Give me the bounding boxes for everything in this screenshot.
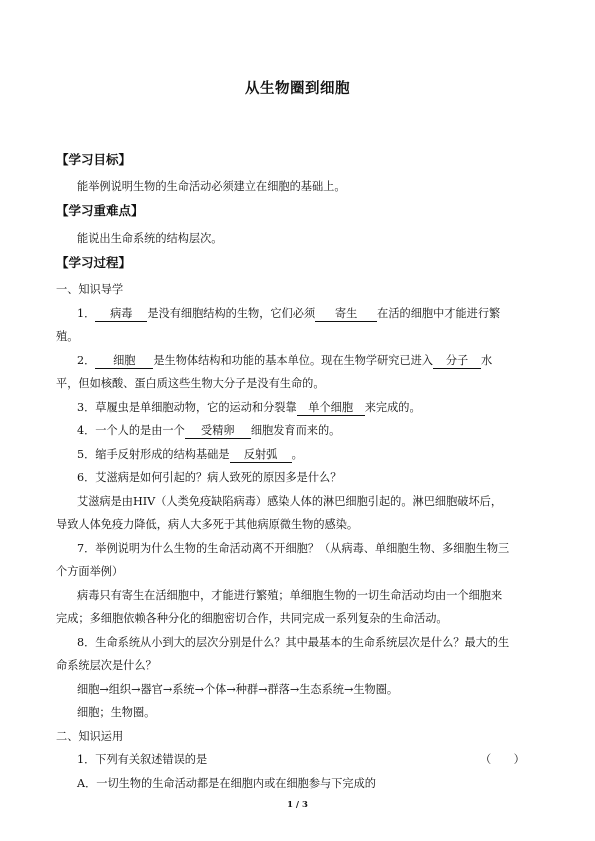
- q4-line: 4．一个人的是由一个 受精卵 细胞发育而来的。: [77, 424, 341, 437]
- q6-answer-line-2: 导致人体免疫力降低，病人大多死于其他病原微生物的感染。: [56, 518, 359, 531]
- q7-answer-line-2: 完成；多细胞依赖各种分化的细胞密切合作，共同完成一系列复杂的生命活动。: [56, 612, 448, 625]
- part2-heading: 二、知识运用: [56, 730, 124, 743]
- q1-answer-blank-2: 寄生: [315, 305, 377, 322]
- q2-continuation: 平，但如核酸、蛋白质这些生物大分子是没有生命的。: [56, 377, 325, 390]
- q7-answer-line-1: 病毒只有寄生在活细胞中，才能进行繁殖；单细胞生物的一切生命活动均由一个细胞来: [77, 589, 503, 602]
- objectives-heading: 【学习目标】: [56, 152, 132, 167]
- q6-answer-line-1: 艾滋病是由HIV（人类免疫缺陷病毒）感染人体的淋巴细胞引起的。淋巴细胞破坏后，: [77, 495, 503, 508]
- option-a: A．一切生物的生命活动都是在细胞内或在细胞参与下完成的: [77, 777, 376, 790]
- q2-answer-blank: 细胞: [95, 352, 153, 369]
- key-points-heading: 【学习重难点】: [56, 203, 144, 218]
- q7-question-line-1: 7．举例说明为什么生物的生命活动离不开细胞？（从病毒、单细胞生物、多细胞生物三: [77, 542, 510, 555]
- q2-line: 2． 细胞 是生物体结构和功能的基本单位。现在生物学研究已进入 分子 水: [77, 354, 493, 367]
- page-number: 1 / 3: [287, 800, 308, 810]
- q3-line: 3．草履虫是单细胞动物，它的运动和分裂靠 单个细胞 来完成的。: [77, 401, 421, 414]
- q2-answer-blank-2: 分子: [433, 352, 481, 369]
- q8-answer-line-2: 细胞；生物圈。: [77, 706, 156, 719]
- q1-answer-blank: 病毒: [95, 305, 147, 322]
- q5-line: 5．缩手反射形成的结构基础是 反射弧 。: [77, 448, 303, 461]
- q5-answer-blank: 反射弧: [230, 446, 292, 463]
- q3-answer-blank: 单个细胞: [297, 399, 365, 416]
- exercise-q1: 1．下列有关叙述错误的是: [77, 753, 208, 766]
- part1-heading: 一、知识导学: [56, 283, 124, 296]
- q1-line: 1． 病毒 是没有细胞结构的生物，它们必须 寄生 在活的细胞中才能进行繁: [77, 307, 501, 320]
- q8-answer-line-1: 细胞→组织→器官→系统→个体→种群→群落→生态系统→生物圈。: [77, 683, 399, 696]
- key-points-text: 能说出生命系统的结构层次。: [77, 232, 223, 245]
- answer-paren: （ ）: [480, 753, 525, 766]
- q1-continuation: 殖。: [56, 330, 79, 343]
- page-title: 从生物圈到细胞: [245, 81, 350, 97]
- q6-question: 6．艾滋病是如何引起的？病人致死的原因多是什么？: [77, 471, 342, 484]
- process-heading: 【学习过程】: [56, 255, 132, 270]
- q8-question-line-1: 8．生命系统从小到大的层次分别是什么？其中最基本的生命系统层次是什么？最大的生: [77, 636, 510, 649]
- objectives-text: 能举例说明生物的生命活动必须建立在细胞的基础上。: [77, 180, 346, 193]
- q8-question-line-2: 命系统层次是什么？: [56, 659, 157, 672]
- q7-question-line-2: 个方面举例）: [56, 565, 124, 578]
- q4-answer-blank: 受精卵: [185, 422, 251, 439]
